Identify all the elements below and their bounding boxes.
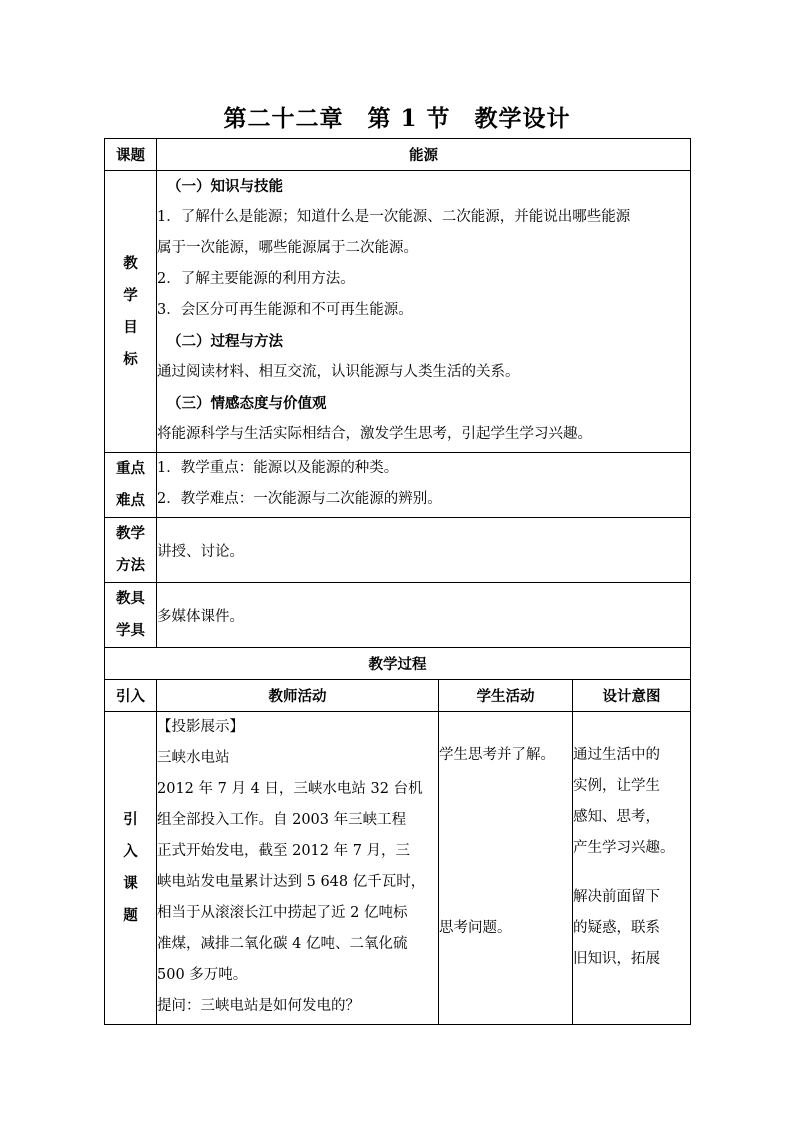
teacher-line: 准煤，减排二氧化碳 4 亿吨、二氧化硫 [157, 936, 408, 952]
process-content-row [105, 712, 691, 1025]
intent-line: 实例，让学生 [573, 778, 660, 794]
objective-line: 通过阅读材料、相互交流，认识能源与人类生活的关系。 [157, 364, 520, 380]
tools-label-line: 学具 [116, 622, 145, 639]
teacher-activity [157, 712, 439, 1025]
objectives-row [105, 171, 691, 453]
key-points-row [105, 453, 691, 518]
process-header-row [105, 648, 691, 680]
objective-line: 将能源科学与生活实际相结合，激发学生思考，引起学生学习兴趣。 [157, 426, 592, 442]
method-value: 讲授、讨论。 [157, 518, 691, 583]
teacher-line: 正式开始发电，截至 2012 年 7 月，三 [157, 843, 411, 859]
method-label [105, 518, 157, 583]
intent-line: 旧知识，拓展 [573, 951, 660, 967]
process-columns-row [105, 680, 691, 712]
objectives-label-char: 教 [123, 254, 138, 272]
topic-label: 课题 [105, 139, 157, 171]
lesson-plan-table [104, 138, 691, 1025]
objectives-label [105, 171, 157, 453]
teacher-line: 三峡水电站 [157, 750, 230, 766]
objective-line: 3．会区分可再生能源和不可再生能源。 [157, 302, 413, 318]
objective-line: 1．了解什么是能源；知道什么是一次能源、二次能源，并能说出哪些能源 [157, 209, 631, 225]
design-intent [573, 712, 691, 1025]
objective-line: 属于一次能源，哪些能源属于二次能源。 [157, 240, 418, 256]
stage-label-char: 入 [123, 843, 138, 860]
stage-label [105, 712, 157, 1025]
key-point-line: 1．教学重点：能源以及能源的种类。 [157, 460, 399, 476]
objectives-label-char: 学 [123, 286, 138, 304]
objective-line: 2．了解主要能源的利用方法。 [157, 271, 355, 287]
objective-heading: （二）过程与方法 [167, 333, 283, 350]
process-header: 教学过程 [105, 648, 691, 680]
method-label-line: 教学 [116, 525, 145, 542]
topic-row [105, 139, 691, 171]
stage-label-char: 课 [123, 875, 138, 892]
method-label-line: 方法 [116, 557, 145, 574]
stage-label-char: 引 [123, 811, 138, 828]
key-points-content [157, 453, 691, 518]
objectives-label-char: 标 [123, 350, 138, 368]
teacher-line: 峡电站发电量累计达到 5 648 亿千瓦时， [157, 874, 426, 890]
teacher-line: 组全部投入工作。自 2003 年三峡工程 [157, 812, 407, 828]
teacher-line: 2012 年 7 月 4 日，三峡水电站 32 台机 [157, 781, 423, 797]
teacher-line: 提问：三峡电站是如何发电的？ [157, 998, 360, 1014]
intent-line: 解决前面留下 [573, 889, 660, 905]
student-line: 学生思考并了解。 [439, 747, 555, 763]
student-activity [439, 712, 573, 1025]
teacher-line: 相当于从滚滚长江中捞起了近 2 亿吨标 [157, 905, 408, 921]
objective-heading: （一）知识与技能 [167, 178, 283, 195]
topic-value: 能源 [157, 139, 691, 171]
column-header-stage: 引入 [105, 680, 157, 712]
column-header-intent: 设计意图 [573, 680, 691, 712]
key-points-label [105, 453, 157, 518]
objectives-label-char: 目 [123, 318, 138, 336]
key-points-label-line: 难点 [116, 492, 145, 509]
key-point-line: 2．教学难点：一次能源与二次能源的辨别。 [157, 491, 442, 507]
intent-line: 产生学习兴趣。 [573, 840, 675, 856]
tools-value: 多媒体课件。 [157, 583, 691, 648]
key-points-label-line: 重点 [116, 460, 145, 477]
intent-line: 的疑惑，联系 [573, 920, 660, 936]
intent-line: 通过生活中的 [573, 747, 660, 763]
tools-label-line: 教具 [116, 590, 145, 607]
column-header-student: 学生活动 [439, 680, 573, 712]
tools-row [105, 583, 691, 648]
objectives-content [157, 171, 691, 453]
column-header-teacher: 教师活动 [157, 680, 439, 712]
tools-label [105, 583, 157, 648]
document-title: 第二十二章 第 1 节 教学设计 [223, 105, 571, 132]
student-line: 思考问题。 [439, 920, 512, 936]
objective-heading: （三）情感态度与价值观 [167, 395, 327, 412]
method-row [105, 518, 691, 583]
teacher-line: 500 多万吨。 [157, 967, 248, 983]
teacher-line: 【投影展示】 [157, 719, 244, 735]
intent-line: 感知、思考， [573, 809, 660, 825]
stage-label-char: 题 [123, 907, 138, 924]
